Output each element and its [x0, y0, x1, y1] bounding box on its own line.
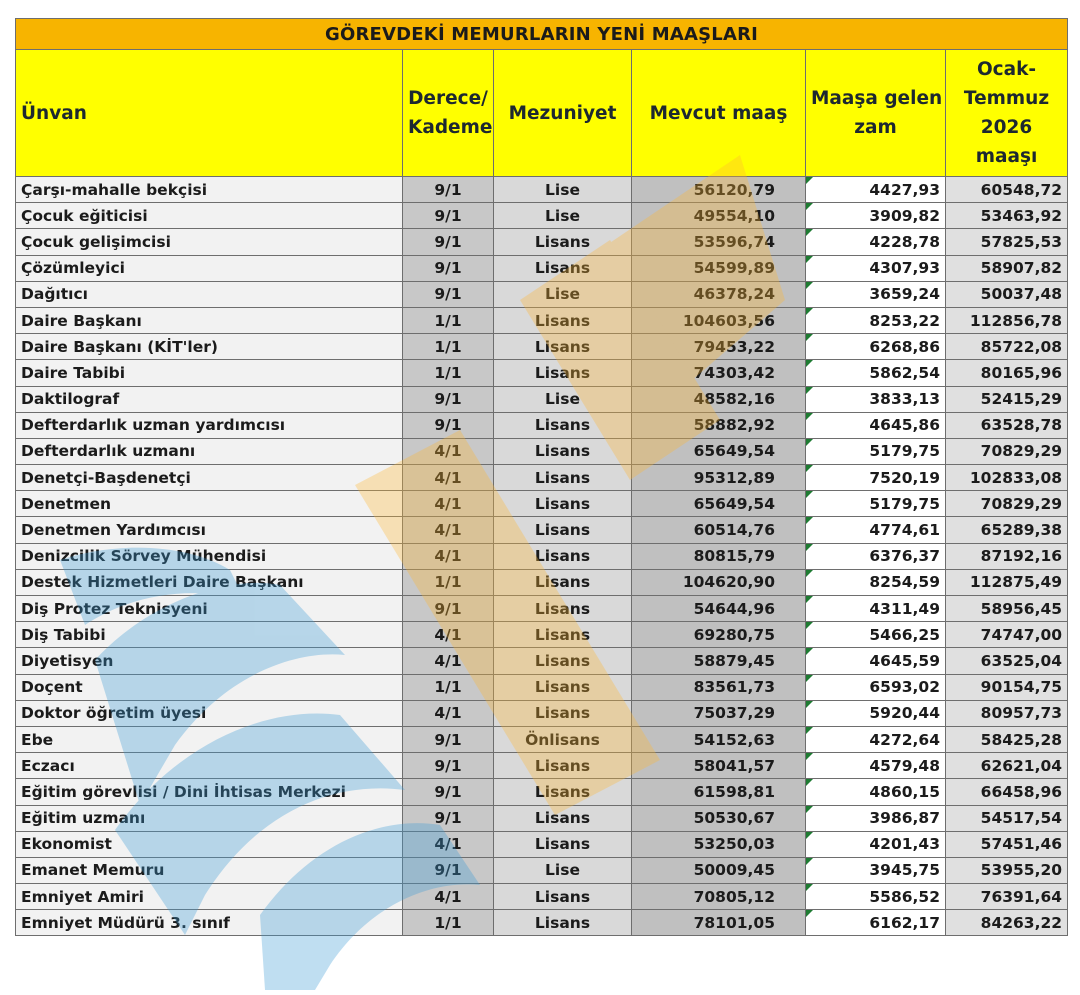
cell-derece: 4/1 — [403, 491, 494, 517]
cell-yeni-maas: 57451,46 — [946, 831, 1068, 857]
table-row — [16, 910, 1068, 936]
cell-unvan: Defterdarlık uzman yardımcısı — [16, 412, 403, 438]
cell-mevcut-maas: 65649,54 — [632, 438, 806, 464]
cell-yeni-maas: 80957,73 — [946, 700, 1068, 726]
cell-unvan: Emanet Memuru — [16, 857, 403, 883]
cell-mezuniyet: Lise — [494, 281, 632, 307]
table-row — [16, 360, 1068, 386]
cell-unvan: Çözümleyici — [16, 255, 403, 281]
cell-derece: 9/1 — [403, 779, 494, 805]
cell-zam: 3986,87 — [806, 805, 946, 831]
cell-mevcut-maas: 54152,63 — [632, 726, 806, 752]
cell-yeni-maas: 58425,28 — [946, 726, 1068, 752]
cell-zam: 5920,44 — [806, 700, 946, 726]
cell-mevcut-maas: 54599,89 — [632, 255, 806, 281]
cell-mevcut-maas: 75037,29 — [632, 700, 806, 726]
cell-derece: 1/1 — [403, 334, 494, 360]
table-body — [16, 177, 1068, 936]
cell-zam: 5466,25 — [806, 622, 946, 648]
table-row — [16, 491, 1068, 517]
cell-unvan: Daktilograf — [16, 386, 403, 412]
cell-unvan: Eğitim uzmanı — [16, 805, 403, 831]
table-row — [16, 700, 1068, 726]
cell-mevcut-maas: 74303,42 — [632, 360, 806, 386]
table-row — [16, 569, 1068, 595]
cell-mevcut-maas: 58882,92 — [632, 412, 806, 438]
cell-mevcut-maas: 69280,75 — [632, 622, 806, 648]
cell-mezuniyet: Lisans — [494, 884, 632, 910]
cell-mezuniyet: Lisans — [494, 569, 632, 595]
cell-mevcut-maas: 79453,22 — [632, 334, 806, 360]
cell-mezuniyet: Lisans — [494, 255, 632, 281]
table-row — [16, 622, 1068, 648]
cell-yeni-maas: 62621,04 — [946, 753, 1068, 779]
table-row — [16, 726, 1068, 752]
cell-zam: 4645,59 — [806, 648, 946, 674]
cell-derece: 4/1 — [403, 543, 494, 569]
cell-unvan: Dağıtıcı — [16, 281, 403, 307]
cell-mezuniyet: Lisans — [494, 334, 632, 360]
cell-zam: 5586,52 — [806, 884, 946, 910]
cell-unvan: Çocuk eğiticisi — [16, 203, 403, 229]
cell-unvan: Emniyet Amiri — [16, 884, 403, 910]
cell-derece: 9/1 — [403, 281, 494, 307]
cell-mezuniyet: Lise — [494, 386, 632, 412]
header-yeni-line2: Temmuz — [963, 88, 1050, 109]
cell-derece: 1/1 — [403, 569, 494, 595]
table-title: GÖREVDEKİ MEMURLARIN YENİ MAAŞLARI — [16, 19, 1068, 50]
cell-derece: 9/1 — [403, 857, 494, 883]
header-yeni-line4: maaşı — [975, 146, 1038, 167]
cell-mezuniyet: Lisans — [494, 543, 632, 569]
cell-mevcut-maas: 70805,12 — [632, 884, 806, 910]
cell-zam: 6593,02 — [806, 674, 946, 700]
cell-yeni-maas: 84263,22 — [946, 910, 1068, 936]
table-row — [16, 177, 1068, 203]
cell-mevcut-maas: 54644,96 — [632, 596, 806, 622]
cell-mezuniyet: Lisans — [494, 779, 632, 805]
table-row — [16, 648, 1068, 674]
cell-zam: 3659,24 — [806, 281, 946, 307]
cell-derece: 4/1 — [403, 438, 494, 464]
cell-zam: 5179,75 — [806, 438, 946, 464]
cell-mezuniyet: Lisans — [494, 229, 632, 255]
cell-unvan: Eğitim görevlisi / Dini İhtisas Merkezi — [16, 779, 403, 805]
cell-mezuniyet: Lisans — [494, 648, 632, 674]
header-yeni-line1: Ocak- — [976, 59, 1037, 80]
cell-yeni-maas: 65289,38 — [946, 517, 1068, 543]
table-row — [16, 517, 1068, 543]
cell-unvan: Doktor öğretim üyesi — [16, 700, 403, 726]
cell-zam: 5862,54 — [806, 360, 946, 386]
table-row — [16, 281, 1068, 307]
cell-zam: 4860,15 — [806, 779, 946, 805]
cell-unvan: Denizcilik Sörvey Mühendisi — [16, 543, 403, 569]
cell-unvan: Diş Protez Teknisyeni — [16, 596, 403, 622]
cell-mezuniyet: Lisans — [494, 412, 632, 438]
cell-mezuniyet: Lisans — [494, 517, 632, 543]
cell-unvan: Destek Hizmetleri Daire Başkanı — [16, 569, 403, 595]
cell-zam: 8254,59 — [806, 569, 946, 595]
cell-derece: 4/1 — [403, 465, 494, 491]
cell-yeni-maas: 53955,20 — [946, 857, 1068, 883]
cell-mezuniyet: Lisans — [494, 596, 632, 622]
table-row — [16, 334, 1068, 360]
cell-zam: 4201,43 — [806, 831, 946, 857]
cell-mevcut-maas: 104620,90 — [632, 569, 806, 595]
cell-derece: 9/1 — [403, 229, 494, 255]
cell-unvan: Daire Başkanı — [16, 307, 403, 333]
table-row — [16, 779, 1068, 805]
cell-mezuniyet: Lisans — [494, 805, 632, 831]
table-row — [16, 674, 1068, 700]
cell-mezuniyet: Lise — [494, 203, 632, 229]
table-row — [16, 857, 1068, 883]
cell-mevcut-maas: 56120,79 — [632, 177, 806, 203]
cell-yeni-maas: 50037,48 — [946, 281, 1068, 307]
cell-mezuniyet: Lisans — [494, 491, 632, 517]
cell-mezuniyet: Lisans — [494, 307, 632, 333]
cell-mevcut-maas: 53596,74 — [632, 229, 806, 255]
table-row — [16, 412, 1068, 438]
cell-yeni-maas: 76391,64 — [946, 884, 1068, 910]
cell-mevcut-maas: 49554,10 — [632, 203, 806, 229]
cell-derece: 9/1 — [403, 203, 494, 229]
cell-unvan: Ebe — [16, 726, 403, 752]
cell-unvan: Doçent — [16, 674, 403, 700]
table-row — [16, 753, 1068, 779]
cell-derece: 1/1 — [403, 360, 494, 386]
cell-unvan: Denetçi-Başdenetçi — [16, 465, 403, 491]
cell-derece: 4/1 — [403, 700, 494, 726]
cell-unvan: Eczacı — [16, 753, 403, 779]
cell-mezuniyet: Lisans — [494, 700, 632, 726]
table-row — [16, 203, 1068, 229]
cell-derece: 1/1 — [403, 910, 494, 936]
cell-zam: 4579,48 — [806, 753, 946, 779]
table-row — [16, 543, 1068, 569]
cell-yeni-maas: 70829,29 — [946, 438, 1068, 464]
cell-yeni-maas: 74747,00 — [946, 622, 1068, 648]
table-row — [16, 438, 1068, 464]
header-zam — [806, 50, 946, 177]
cell-yeni-maas: 85722,08 — [946, 334, 1068, 360]
header-unvan: Ünvan — [16, 50, 403, 177]
cell-yeni-maas: 90154,75 — [946, 674, 1068, 700]
cell-yeni-maas: 112856,78 — [946, 307, 1068, 333]
cell-zam: 3945,75 — [806, 857, 946, 883]
cell-unvan: Diyetisyen — [16, 648, 403, 674]
cell-mevcut-maas: 58041,57 — [632, 753, 806, 779]
cell-zam: 5179,75 — [806, 491, 946, 517]
cell-mevcut-maas: 104603,56 — [632, 307, 806, 333]
table-row — [16, 831, 1068, 857]
table-row — [16, 229, 1068, 255]
cell-derece: 9/1 — [403, 753, 494, 779]
cell-unvan: Daire Tabibi — [16, 360, 403, 386]
cell-zam: 4228,78 — [806, 229, 946, 255]
cell-yeni-maas: 60548,72 — [946, 177, 1068, 203]
cell-mezuniyet: Lisans — [494, 753, 632, 779]
cell-mezuniyet: Lisans — [494, 622, 632, 648]
cell-mezuniyet: Lisans — [494, 438, 632, 464]
cell-yeni-maas: 53463,92 — [946, 203, 1068, 229]
header-zam-line2: zam — [854, 117, 897, 138]
cell-derece: 9/1 — [403, 177, 494, 203]
cell-zam: 4427,93 — [806, 177, 946, 203]
cell-derece: 4/1 — [403, 517, 494, 543]
cell-yeni-maas: 58956,45 — [946, 596, 1068, 622]
cell-mezuniyet: Lisans — [494, 465, 632, 491]
cell-yeni-maas: 57825,53 — [946, 229, 1068, 255]
header-derece-line2: Kademe — [408, 117, 493, 138]
cell-derece: 4/1 — [403, 884, 494, 910]
cell-mevcut-maas: 48582,16 — [632, 386, 806, 412]
cell-zam: 6376,37 — [806, 543, 946, 569]
cell-yeni-maas: 54517,54 — [946, 805, 1068, 831]
cell-zam: 6268,86 — [806, 334, 946, 360]
cell-unvan: Diş Tabibi — [16, 622, 403, 648]
cell-mezuniyet: Lisans — [494, 360, 632, 386]
table-row — [16, 307, 1068, 333]
table-row — [16, 884, 1068, 910]
cell-mezuniyet: Lisans — [494, 831, 632, 857]
cell-yeni-maas: 80165,96 — [946, 360, 1068, 386]
table-row — [16, 255, 1068, 281]
cell-unvan: Çocuk gelişimcisi — [16, 229, 403, 255]
cell-zam: 4774,61 — [806, 517, 946, 543]
table-row — [16, 805, 1068, 831]
cell-yeni-maas: 63528,78 — [946, 412, 1068, 438]
cell-mevcut-maas: 60514,76 — [632, 517, 806, 543]
cell-derece: 1/1 — [403, 674, 494, 700]
cell-yeni-maas: 66458,96 — [946, 779, 1068, 805]
salary-table — [15, 18, 1068, 936]
cell-mevcut-maas: 58879,45 — [632, 648, 806, 674]
cell-mezuniyet: Lisans — [494, 910, 632, 936]
cell-unvan: Daire Başkanı (KİT'ler) — [16, 334, 403, 360]
cell-zam: 6162,17 — [806, 910, 946, 936]
cell-mevcut-maas: 65649,54 — [632, 491, 806, 517]
cell-mevcut-maas: 95312,89 — [632, 465, 806, 491]
cell-derece: 9/1 — [403, 726, 494, 752]
cell-mevcut-maas: 50530,67 — [632, 805, 806, 831]
table-row — [16, 386, 1068, 412]
cell-mevcut-maas: 83561,73 — [632, 674, 806, 700]
cell-yeni-maas: 63525,04 — [946, 648, 1068, 674]
cell-zam: 3909,82 — [806, 203, 946, 229]
cell-yeni-maas: 87192,16 — [946, 543, 1068, 569]
cell-zam: 3833,13 — [806, 386, 946, 412]
cell-unvan: Denetmen — [16, 491, 403, 517]
cell-derece: 4/1 — [403, 648, 494, 674]
cell-derece: 9/1 — [403, 255, 494, 281]
cell-mevcut-maas: 61598,81 — [632, 779, 806, 805]
cell-mevcut-maas: 80815,79 — [632, 543, 806, 569]
cell-yeni-maas: 52415,29 — [946, 386, 1068, 412]
cell-zam: 7520,19 — [806, 465, 946, 491]
cell-derece: 4/1 — [403, 831, 494, 857]
cell-mezuniyet: Lise — [494, 177, 632, 203]
cell-derece: 9/1 — [403, 805, 494, 831]
cell-unvan: Ekonomist — [16, 831, 403, 857]
cell-mevcut-maas: 46378,24 — [632, 281, 806, 307]
cell-derece: 4/1 — [403, 622, 494, 648]
cell-zam: 4272,64 — [806, 726, 946, 752]
cell-unvan: Emniyet Müdürü 3. sınıf — [16, 910, 403, 936]
header-derece-line1: Derece/ — [408, 88, 488, 109]
header-yeni-line3: 2026 — [980, 117, 1033, 138]
cell-mevcut-maas: 50009,45 — [632, 857, 806, 883]
cell-yeni-maas: 58907,82 — [946, 255, 1068, 281]
cell-yeni-maas: 102833,08 — [946, 465, 1068, 491]
table-row — [16, 596, 1068, 622]
cell-unvan: Defterdarlık uzmanı — [16, 438, 403, 464]
cell-mezuniyet: Önlisans — [494, 726, 632, 752]
cell-unvan: Denetmen Yardımcısı — [16, 517, 403, 543]
cell-zam: 4311,49 — [806, 596, 946, 622]
cell-yeni-maas: 112875,49 — [946, 569, 1068, 595]
header-yeni — [946, 50, 1068, 177]
cell-zam: 8253,22 — [806, 307, 946, 333]
cell-mevcut-maas: 78101,05 — [632, 910, 806, 936]
cell-unvan: Çarşı-mahalle bekçisi — [16, 177, 403, 203]
header-mezuniyet: Mezuniyet — [494, 50, 632, 177]
cell-zam: 4645,86 — [806, 412, 946, 438]
cell-mezuniyet: Lise — [494, 857, 632, 883]
cell-derece: 9/1 — [403, 386, 494, 412]
cell-derece: 1/1 — [403, 307, 494, 333]
cell-mezuniyet: Lisans — [494, 674, 632, 700]
header-zam-line1: Maaşa gelen — [811, 88, 943, 109]
cell-yeni-maas: 70829,29 — [946, 491, 1068, 517]
header-mevcut: Mevcut maaş — [632, 50, 806, 177]
header-derece — [403, 50, 494, 177]
cell-mevcut-maas: 53250,03 — [632, 831, 806, 857]
table-row — [16, 465, 1068, 491]
cell-zam: 4307,93 — [806, 255, 946, 281]
cell-derece: 9/1 — [403, 596, 494, 622]
cell-derece: 9/1 — [403, 412, 494, 438]
